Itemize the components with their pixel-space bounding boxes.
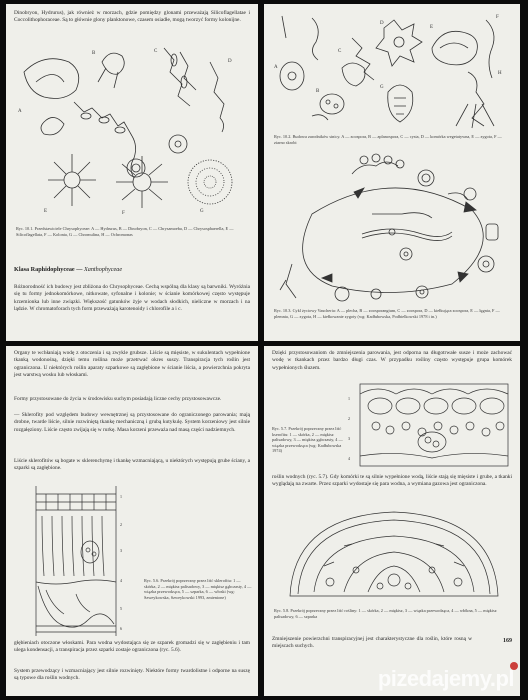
svg-text:2: 2 [348, 416, 350, 421]
paragraph: Różnorodność ich budowy jest zbliżona do Chrysophyceae. Cechą wspólną dla klasy są barwniki. Wyróżnia się tu formy jednokomórkowe, nitkowate, syfonalne i kolonie; w ścianie komórkowej często występuje krzemionka lub inne związki. Większość gatunków żyje w wodach słodkich, nieliczne w morzach i na lądzie. W chromatoforach tych form przeważają karotenoidy i chlorofile a i c. [14, 284, 250, 312]
paragraph: System przewodzący i wzmacniający jest silnie rozwinięty. Niektóre formy twardolistne i odporne na suszę są typowe dla roślin wodnych. [14, 668, 250, 682]
svg-text:A: A [18, 109, 22, 114]
paragraph: — Sklerofity pod względem budowy wewnętrznej są przystosowane do ograniczonego parowania; mają drobne, twarde liście, silnie rozwiniętą tkankę mechaniczną i grubą kutykulę. System korzeniowy jest silnie rozgałęziony. Liście często zwijają się w rurkę. Masa korzeni przeważa nad masą części nadziemnych. [14, 412, 250, 433]
svg-text:C: C [338, 49, 342, 54]
paragraph: głębieniach otoczone włoskami. Para wodna wydostająca się ze szparek gromadzi się w zagłębieniu i tam ulega kondensacji, a transpiracja przez szparki zostaje ograniczona (ryc. 5.6). [14, 640, 250, 654]
svg-text:B: B [316, 89, 320, 94]
svg-text:6: 6 [120, 626, 122, 631]
paragraph: Liście sklerofitów są bogate w sklerenchymę i tkankę wzmacniającą, u niektórych występują grube ściany, a szparki są zagłębione. [14, 458, 250, 472]
section-heading: Klasa Raphidophyceae — Xanthophyceae [14, 266, 123, 273]
svg-text:F: F [496, 15, 499, 20]
svg-text:1: 1 [120, 494, 122, 499]
svg-text:3: 3 [120, 548, 122, 553]
svg-text:3: 3 [348, 436, 350, 441]
figure-spores [272, 8, 512, 134]
svg-text:A: A [274, 65, 278, 70]
figure-sclerophyte-leaf [16, 486, 136, 636]
svg-text:1: 1 [348, 396, 350, 401]
paragraph: Dzięki przystosowaniom do zmniejszenia parowania, jest odporna na długotrwałe susze i może zachować wodę w tkankach przez bardzo długi czas. W przypadku rośliny często występuje grupa komórek wypełnionych śluzem. [272, 350, 512, 371]
watermark: pizedajemy.pl [377, 666, 514, 691]
svg-text:C: C [154, 49, 158, 54]
figure-caption: Ryc. 5.8. Przekrój poprzeczny przez liść rośliny: 1 — skórka, 2 — miękisz, 3 — wiązka przewodząca, 4 — włókna, 5 — miękisz palisadowy, 6 — szparka [274, 608, 497, 619]
svg-text:4: 4 [348, 456, 350, 461]
svg-text:F: F [122, 211, 125, 216]
svg-text:5: 5 [120, 606, 122, 611]
book-page-top-left [6, 4, 258, 341]
figure-life-cycle [272, 154, 512, 304]
book-page-bottom-left [6, 346, 258, 696]
paragraph: Dinobryon, Hydrurus), jak również w morzach, gdzie pomiędzy glonami przeważają Silicoflagellatae i Coccolithophoraceae. Są to głównie glony planktonowe, czasem osiadłe, mogą tworzyć formy kolonijne. [14, 10, 250, 24]
svg-text:B: B [92, 51, 96, 56]
svg-text:E: E [44, 209, 48, 214]
figure-caption: Ryc. 10.2. Budowa zarodników sinicy. A — zoospora, B — aplanospora, C — cysta, D — komórka wegetatywna, E — zygota, F — ziarno skrobi [274, 134, 502, 145]
figure-chrysophyceae [14, 42, 250, 220]
svg-text:D: D [380, 21, 384, 26]
svg-text:E: E [430, 25, 434, 30]
figure-caption: Ryc. 10.1. Przedstawiciele Chrysophyceae: A — Hydrurus, B — Dinobryon, C — Chrysamoeba, D — Chrysosphaerella, E — Silicoflagellata, F — Kolonia, G — Chromulina, H — Ochromonas [16, 226, 234, 237]
figure-caption: Ryc. 10.3. Cykl życiowy Vaucheria: A — plecha, B — zoosporangium, C — zoospora, D — kiełkująca zoospora, E — lęgnia, F — plemnia, G — zygota, H — kiełkowanie zygoty (wg: Kadłubowska, Podbielkowski 1978 i in.) [274, 308, 500, 319]
paragraph: Zmniejszenie powierzchni transpiracyjnej jest charakterystyczne dla roślin, które rosną w miejscach suchych. [272, 636, 472, 650]
figure-xerophyte-leaf [348, 380, 512, 470]
svg-text:G: G [380, 85, 384, 90]
svg-text:2: 2 [120, 522, 122, 527]
book-page-bottom-right [264, 346, 520, 696]
svg-text:H: H [498, 71, 502, 76]
paragraph: roślin wodnych (ryc. 5.7). Gdy komórki te są silnie wypełnione wodą, liście stają się mięsiste i grube, a tkanki wyglądają na zwarte. Przez szparki wydostaje się para wodna, a wymiana gazowa jest ograniczona. [272, 474, 512, 488]
svg-text:D: D [228, 59, 232, 64]
figure-caption: Ryc. 5.6. Przekrój poprzeczny przez liść sklerofitu: 1 — skórka, 2 — miękisz palisadowy, 3 — miękisz gąbczasty, 4 — wiązka przewodząca, 5 — szparka, 6 — włoski (wg: Szweykowska, Szweykowski 1993, zmienione) [144, 578, 252, 600]
svg-text:4: 4 [120, 578, 122, 583]
book-page-top-right [264, 4, 520, 341]
figure-leaf-section [284, 506, 504, 602]
page-number: 169 [503, 638, 512, 644]
paragraph: Formy przystosowane do życia w środowisku suchym posiadają liczne cechy przystosowawcze. [14, 396, 222, 402]
svg-text:G: G [200, 209, 204, 214]
figure-caption: Ryc. 5.7. Przekrój poprzeczny przez liść kserofitu: 1 — skórka, 2 — miękisz palisadowy, 3 — miękisz gąbczasty, 4 — wiązka przewodząca (wg: Kadłubowska 1974) [272, 426, 343, 454]
paragraph: Organy te wchłaniają wodę z otoczenia i są zwykle grubsze. Liście są mięsiste, w sukulentach wypełnione tkanką wodonośną, dzięki temu roślina może przetrwać okres suszy. Transpiracja tych roślin jest ograniczona. U niektórych roślin aparaty szparkowe są zagłębione w ścianie liścia, a powierzchnia pokryta jest warstwą wosku lub włoskami. [14, 350, 250, 378]
